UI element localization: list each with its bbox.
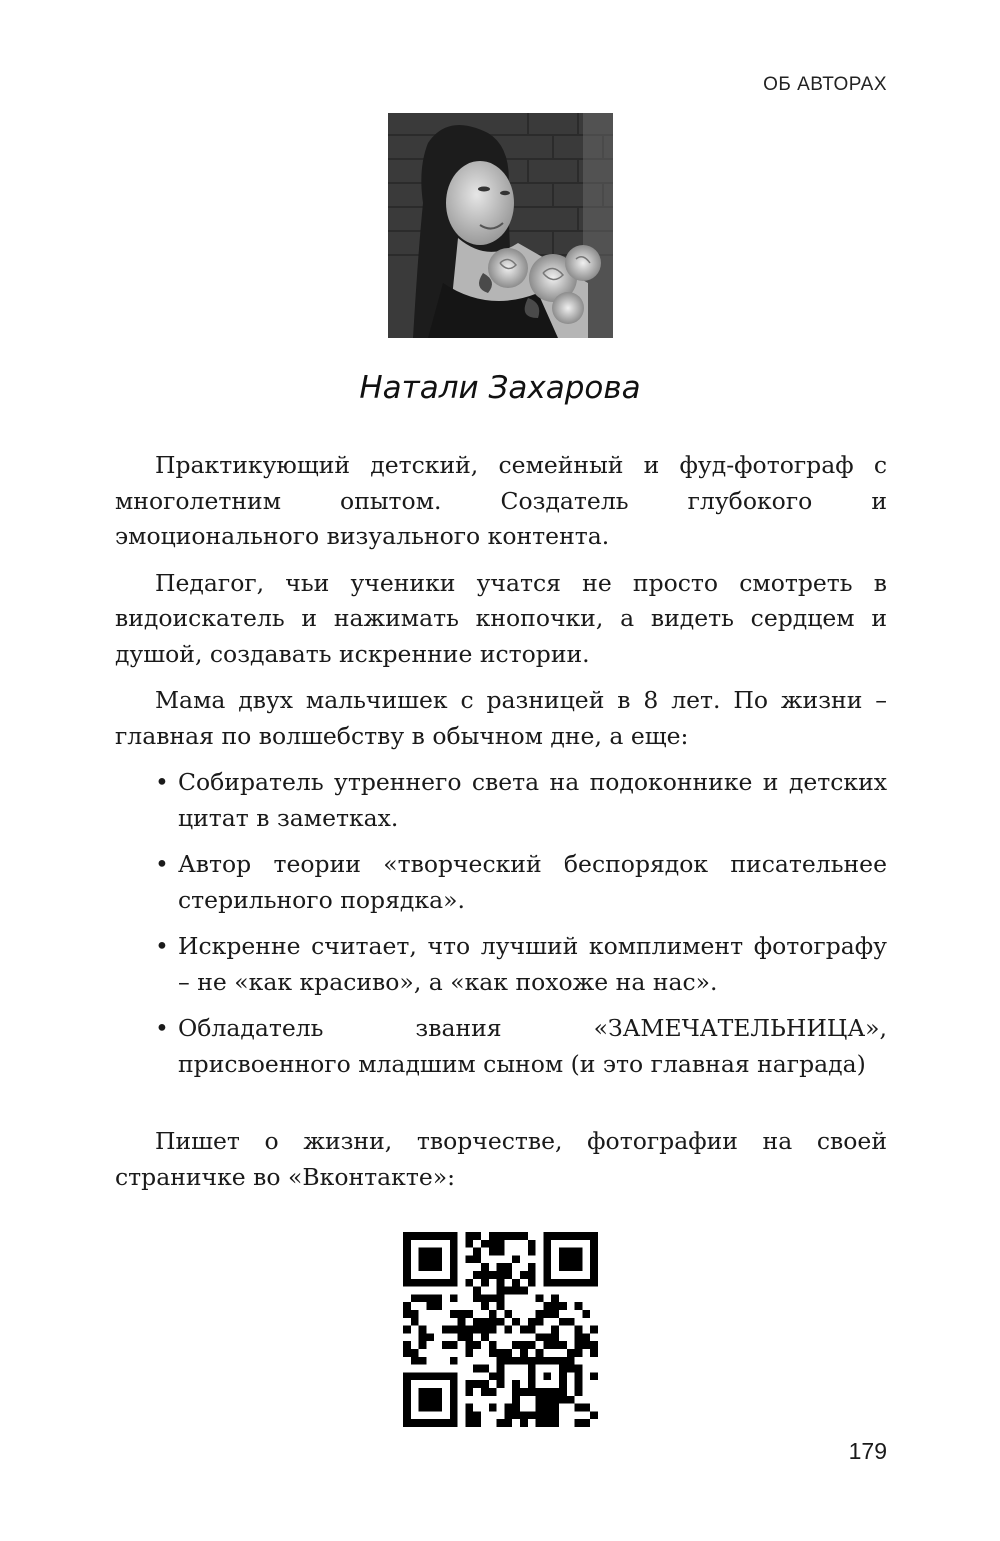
bio-paragraph: Практикующий детский, семейный и фуд-фотограф с многолетним опытом. Создатель глубокого и эмоционального визуального контента. (115, 451, 887, 550)
bio-paragraph: Мама двух мальчишек с разницей в 8 лет. По жизни – главная по волшебству в обычном дне, а еще: (115, 686, 887, 750)
social-link-text (115, 1124, 887, 1206)
running-header: ОБ АВТОРАХ (763, 74, 887, 95)
qr-code[interactable] (403, 1232, 598, 1427)
list-item-text: Искренне считает, что лучший комплимент фотографу – не «как красиво», а «как похоже на нас». (178, 932, 887, 996)
list-item (115, 847, 887, 918)
page-number: 179 (848, 1438, 887, 1464)
author-name: Натали Захарова (359, 370, 641, 406)
bullet-marker: • (155, 768, 169, 796)
list-item-text: Обладатель звания «ЗАМЕЧАТЕЛЬНИЦА», присвоенного младшим сыном (и это главная награда) (178, 1014, 887, 1078)
author-portrait (388, 113, 613, 338)
author-bio (115, 448, 887, 1093)
closing-paragraph: Пишет о жизни, творчестве, фотографии на своей страничке во «Вконтакте»: (115, 1127, 887, 1191)
bio-paragraph: Педагог, чьи ученики учатся не просто смотреть в видоискатель и нажимать кнопочки, а видеть сердцем и душой, создавать искренние истории. (115, 568, 887, 668)
bullet-marker: • (155, 932, 169, 960)
list-item-text: Автор теории «творческий беспорядок писательнее стерильного порядка». (178, 850, 887, 914)
list-item (115, 765, 887, 836)
list-item (115, 929, 887, 1000)
fun-facts-list (115, 765, 887, 1082)
bullet-marker: • (155, 850, 169, 878)
bullet-marker: • (155, 1014, 169, 1042)
list-item-text: Собиратель утреннего света на подоконнике и детских цитат в заметках. (178, 768, 887, 832)
list-item (115, 1011, 887, 1082)
